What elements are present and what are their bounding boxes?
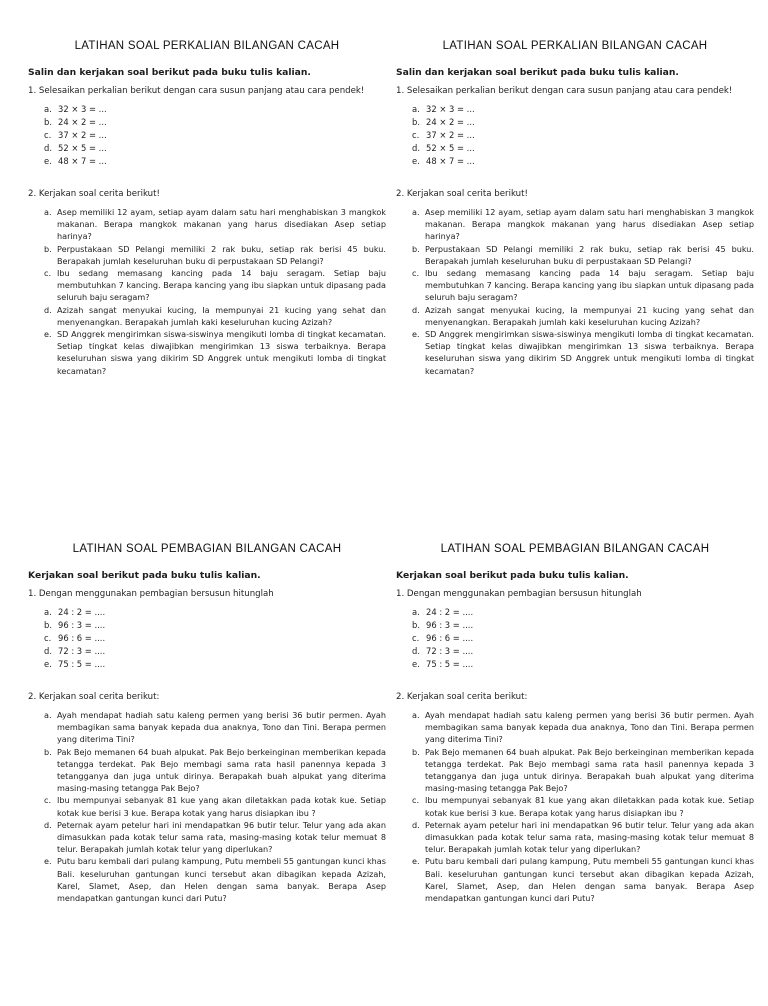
list-item: a. Ayah mendapat hadiah satu kaleng permen yang berisi 36 butir permen. Ayah membagikan sama banyak kepada dua anaknya, Tono dan Tini. Berapa permen yang diterima Tini? xyxy=(44,710,386,745)
list-item: d. Peternak ayam petelur hari ini mendapatkan 96 butir telur. Telur yang ada akan dimasukkan pada kotak telur sama rata, masing-masing kotak telur memuat 8 telur. Berapakah jumlah kotak telur yang diperlukan? xyxy=(412,819,754,855)
question-1: 1. Dengan menggunakan pembagian bersusun hitunglah xyxy=(396,589,642,599)
list-item: c. Ibu mempunyai sebanyak 81 kue yang akan diletakkan pada kotak kue. Setiap kotak kue berisi 3 kue. Berapa kotak yang harus disiapkan ibu ? xyxy=(44,795,386,818)
list-item: c. 37 × 2 = ... xyxy=(412,130,475,140)
list-item: b. 96 : 3 = .... xyxy=(412,620,474,630)
question-2-list xyxy=(412,709,754,904)
list-item: d. 52 × 5 = ... xyxy=(44,143,107,153)
list-item: a. Ayah mendapat hadiah satu kaleng permen yang berisi 36 butir permen. Ayah membagikan sama banyak kepada dua anaknya, Tono dan Tini. Berapa permen yang diterima Tini? xyxy=(412,710,754,745)
list-item: a. Asep memiliki 12 ayam, setiap ayam dalam satu hari menghabiskan 3 mangkok makanan. Berapa mangkok makanan yang harus disediakan Asep setiap harinya? xyxy=(44,207,386,242)
worksheet-instruction: Kerjakan soal berikut pada buku tulis kalian. xyxy=(28,570,261,581)
worksheet-instruction: Salin dan kerjakan soal berikut pada buku tulis kalian. xyxy=(396,67,679,78)
list-item: c. Ibu sedang memasang kancing pada 14 baju seragam. Setiap baju membutuhkan 7 kancing. Berapa kancing yang ibu siapkan untuk dipasang pada seluruh baju seragam? xyxy=(44,268,386,303)
list-item: e. Putu baru kembali dari pulang kampung, Putu membeli 55 gantungan kunci khas Bali. keseluruhan gantungan kunci tersebut akan dibagikan kepada Azizah, Karel, Slamet, Asep, dan Helen dengan sama banyak. Berapa Asep mendapatkan gantungan kunci dari Putu? xyxy=(412,856,754,904)
list-item: e. 48 × 7 = ... xyxy=(44,156,107,166)
question-1-list xyxy=(412,103,754,168)
list-item: e. 75 : 5 = .... xyxy=(44,659,106,669)
list-item: e. Putu baru kembali dari pulang kampung, Putu membeli 55 gantungan kunci khas Bali. keseluruhan gantungan kunci tersebut akan dibagikan kepada Azizah, Karel, Slamet, Asep, dan Helen dengan sama banyak. Berapa Asep mendapatkan gantungan kunci dari Putu? xyxy=(44,856,386,904)
list-item: d. Azizah sangat menyukai kucing, Ia mempunyai 21 kucing yang sehat dan menyenangkan. Berapakah jumlah kaki keseluruhan kucing Azizah? xyxy=(44,304,386,327)
worksheet-title: LATIHAN SOAL PERKALIAN BILANGAN CACAH xyxy=(74,40,340,52)
list-item: b. 24 × 2 = ... xyxy=(412,117,475,127)
list-item: d. 72 : 3 = .... xyxy=(412,646,474,656)
list-item: d. Peternak ayam petelur hari ini mendapatkan 96 butir telur. Telur yang ada akan dimasukkan pada kotak telur sama rata, masing-masing kotak telur memuat 8 telur. Berapakah jumlah kotak telur yang diperlukan? xyxy=(44,819,386,855)
question-1: 1. Dengan menggunakan pembagian bersusun hitunglah xyxy=(28,589,274,599)
list-item: b. Pak Bejo memanen 64 buah alpukat. Pak Bejo berkeinginan memberikan kepada tetangga terdekat. Pak Bejo membagi sama rata hasil panennya kepada 3 tetangganya dan juga untuk dirinya. Berapakah buah alpukat yang diterima masing-masing tetangga Pak Bejo? xyxy=(44,746,386,794)
worksheet-title: LATIHAN SOAL PERKALIAN BILANGAN CACAH xyxy=(442,40,708,52)
worksheet-instruction: Salin dan kerjakan soal berikut pada buku tulis kalian. xyxy=(28,67,311,78)
list-item: b. Perpustakaan SD Pelangi memiliki 2 rak buku, setiap rak berisi 45 buku. Berapakah jumlah keseluruhan buku di perpustakaan SD Pelangi? xyxy=(44,243,386,266)
list-item: c. 96 : 6 = .... xyxy=(412,633,474,643)
list-item: d. Azizah sangat menyukai kucing, Ia mempunyai 21 kucing yang sehat dan menyenangkan. Berapakah jumlah kaki keseluruhan kucing Azizah? xyxy=(412,304,754,327)
list-item: d. 72 : 3 = .... xyxy=(44,646,106,656)
question-2-list xyxy=(44,709,386,904)
list-item: e. 75 : 5 = .... xyxy=(412,659,474,669)
list-item: e. 48 × 7 = ... xyxy=(412,156,475,166)
list-item: b. Pak Bejo memanen 64 buah alpukat. Pak Bejo berkeinginan memberikan kepada tetangga terdekat. Pak Bejo membagi sama rata hasil panennya kepada 3 tetangganya dan juga untuk dirinya. Berapakah buah alpukat yang diterima masing-masing tetangga Pak Bejo? xyxy=(412,746,754,794)
worksheet-multiplication-right xyxy=(396,40,754,377)
list-item: a. 32 × 3 = ... xyxy=(412,104,475,114)
list-item: c. 96 : 6 = .... xyxy=(44,633,106,643)
worksheet-title: LATIHAN SOAL PEMBAGIAN BILANGAN CACAH xyxy=(72,543,342,555)
worksheet-division-right xyxy=(396,543,754,904)
question-1: 1. Selesaikan perkalian berikut dengan cara susun panjang atau cara pendek! xyxy=(396,86,733,96)
list-item: b. 24 × 2 = ... xyxy=(44,117,107,127)
question-2: 2. Kerjakan soal cerita berikut! xyxy=(396,189,528,199)
list-item: a. 24 : 2 = .... xyxy=(412,607,474,617)
list-item: d. 52 × 5 = ... xyxy=(412,143,475,153)
worksheet-multiplication-left xyxy=(28,40,386,377)
worksheet-division-left xyxy=(28,543,386,904)
list-item: c. 37 × 2 = ... xyxy=(44,130,107,140)
list-item: e. SD Anggrek mengirimkan siswa-siswinya mengikuti lomba di tingkat kecamatan. Setiap tingkat kelas diwajibkan mengirimkan 13 siswa terbaiknya. Berapa keseluruhan siswa yang dikirim SD Anggrek untuk mengikuti lomba di tingkat kecamatan? xyxy=(44,329,386,376)
question-2: 2. Kerjakan soal cerita berikut: xyxy=(28,692,160,702)
list-item: e. SD Anggrek mengirimkan siswa-siswinya mengikuti lomba di tingkat kecamatan. Setiap tingkat kelas diwajibkan mengirimkan 13 siswa terbaiknya. Berapa keseluruhan siswa yang dikirim SD Anggrek untuk mengikuti lomba di tingkat kecamatan? xyxy=(412,329,754,376)
question-2-list xyxy=(412,206,754,377)
question-1-list xyxy=(44,606,386,671)
list-item: c. Ibu mempunyai sebanyak 81 kue yang akan diletakkan pada kotak kue. Setiap kotak kue berisi 3 kue. Berapa kotak yang harus disiapkan ibu ? xyxy=(412,795,754,818)
list-item: b. Perpustakaan SD Pelangi memiliki 2 rak buku, setiap rak berisi 45 buku. Berapakah jumlah keseluruhan buku di perpustakaan SD Pelangi? xyxy=(412,243,754,266)
question-1: 1. Selesaikan perkalian berikut dengan cara susun panjang atau cara pendek! xyxy=(28,86,365,96)
list-item: b. 96 : 3 = .... xyxy=(44,620,106,630)
question-2: 2. Kerjakan soal cerita berikut: xyxy=(396,692,528,702)
worksheet-title: LATIHAN SOAL PEMBAGIAN BILANGAN CACAH xyxy=(440,543,710,555)
list-item: c. Ibu sedang memasang kancing pada 14 baju seragam. Setiap baju membutuhkan 7 kancing. Berapa kancing yang ibu siapkan untuk dipasang pada seluruh baju seragam? xyxy=(412,268,754,303)
list-item: a. 32 × 3 = ... xyxy=(44,104,107,114)
list-item: a. 24 : 2 = .... xyxy=(44,607,106,617)
question-2-list xyxy=(44,206,386,377)
question-1-list xyxy=(412,606,754,671)
list-item: a. Asep memiliki 12 ayam, setiap ayam dalam satu hari menghabiskan 3 mangkok makanan. Berapa mangkok makanan yang harus disediakan Asep setiap harinya? xyxy=(412,207,754,242)
question-2: 2. Kerjakan soal cerita berikut! xyxy=(28,189,160,199)
worksheet-instruction: Kerjakan soal berikut pada buku tulis kalian. xyxy=(396,570,629,581)
question-1-list xyxy=(44,103,386,168)
